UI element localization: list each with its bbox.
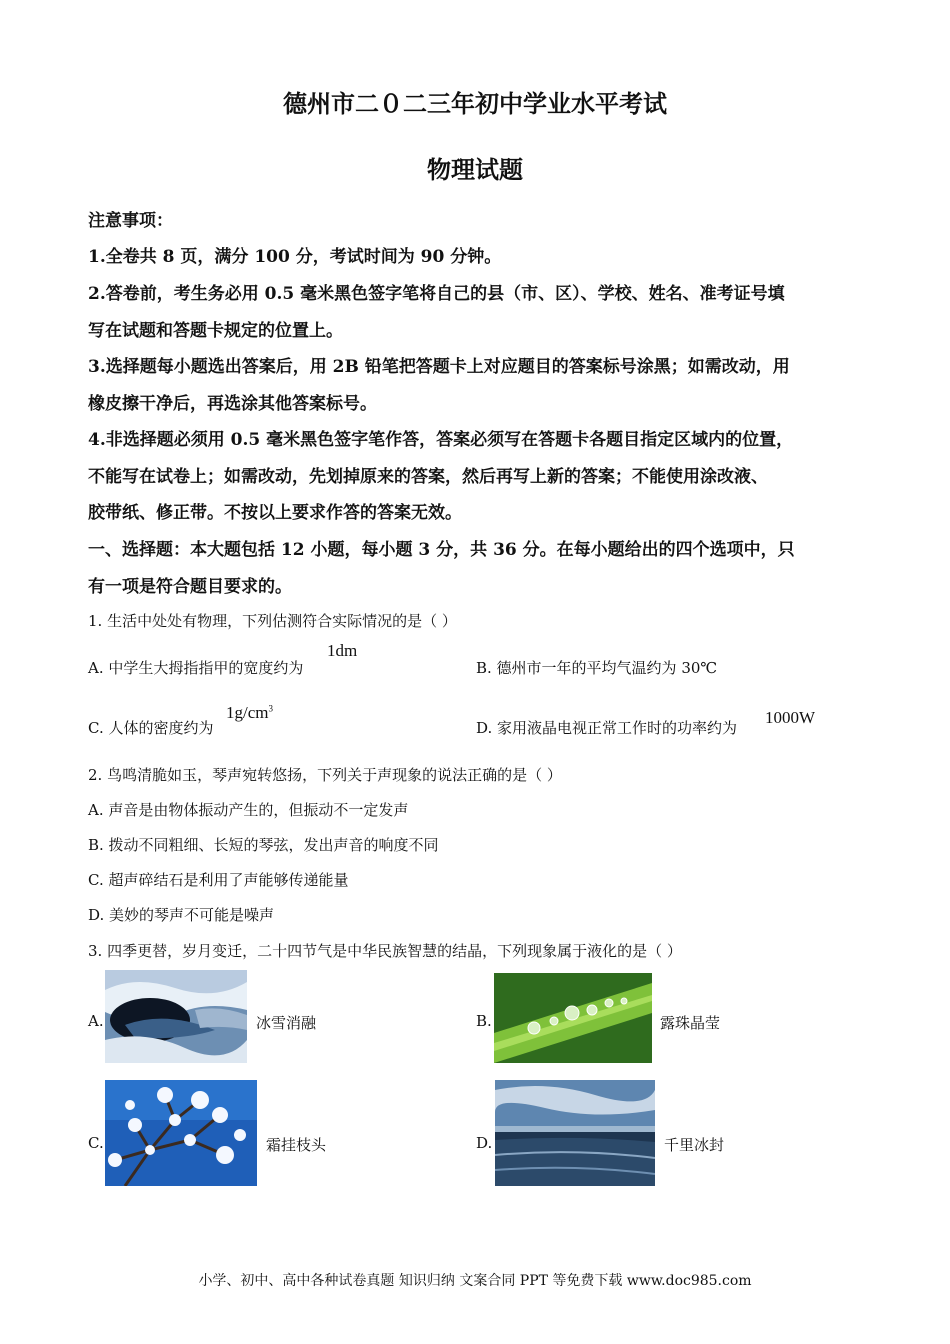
option-c-unit: 1g/cm: [226, 703, 269, 722]
question-2-option-d: D. 美妙的琴声不可能是噪声: [88, 906, 275, 924]
option-c-math: [226, 703, 273, 723]
option-a-label: A.: [88, 1012, 104, 1030]
notice-item-3-line-1: 3.选择题每小题选出答案后，用 2B 铅笔把答题卡上对应题目的答案标号涂黑；如需改动，用: [88, 357, 790, 377]
option-a-caption: 冰雪消融: [256, 1014, 317, 1032]
question-2-option-a: A. 声音是由物体振动产生的，但振动不一定发声: [88, 801, 409, 819]
question-2-stem: 2. 鸟鸣清脆如玉，琴声宛转悠扬，下列关于声现象的说法正确的是（ ）: [88, 766, 562, 784]
question-1-option-d: D. 家用液晶电视正常工作时的功率约为: [476, 719, 738, 737]
question-2-option-b: B. 拨动不同粗细、长短的琴弦，发出声音的响度不同: [88, 836, 439, 854]
question-2-option-c: C. 超声碎结石是利用了声能够传递能量: [88, 871, 349, 889]
section-1-heading-line-1: 一、选择题：本大题包括 12 小题，每小题 3 分，共 36 分。在每小题给出的四个选项中，只: [88, 540, 795, 560]
question-1-option-c: C. 人体的密度约为: [88, 719, 214, 737]
option-c-label: C.: [88, 1134, 104, 1152]
option-d-label: D.: [476, 1134, 493, 1152]
notice-item-4-line-1: 4.非选择题必须用 0.5 毫米黑色签字笔作答，答案必须写在答题卡各题目指定区域内的位置，: [88, 430, 794, 450]
exam-title: 德州市二０二三年初中学业水平考试: [283, 89, 667, 118]
option-a-math: 1dm: [327, 641, 358, 660]
option-a-text: A. 中学生大拇指指甲的宽度约为: [88, 659, 304, 677]
notice-item-1: 1.全卷共 8 页，满分 100 分，考试时间为 90 分钟。: [88, 247, 502, 267]
notice-item-2-line-2: 写在试题和答题卡规定的位置上。: [88, 321, 343, 341]
question-1-stem: 1. 生活中处处有物理，下列估测符合实际情况的是（ ）: [88, 612, 457, 630]
notice-item-3-line-2: 橡皮擦干净后，再选涂其他答案标号。: [88, 394, 377, 414]
ice-stream-photo: [105, 970, 247, 1063]
option-d-caption: 千里冰封: [664, 1136, 725, 1154]
exam-subtitle: 物理试题: [427, 155, 523, 184]
dew-drops-photo: [494, 973, 652, 1063]
option-c-caption: 霜挂枝头: [266, 1136, 327, 1154]
section-1-heading-line-2: 有一项是符合题目要求的。: [88, 577, 292, 597]
page-footer: 小学、初中、高中各种试卷真题 知识归纳 文案合同 PPT 等免费下载 www.doc985.com: [198, 1273, 752, 1289]
option-b-label: B.: [476, 1012, 492, 1030]
question-1-option-a: [88, 657, 303, 678]
frozen-lake-photo: [495, 1080, 655, 1186]
frost-branches-photo: [105, 1080, 257, 1186]
option-c-exponent: 3: [268, 703, 273, 714]
question-3-stem: 3. 四季更替，岁月变迁，二十四节气是中华民族智慧的结晶，下列现象属于液化的是（ ）: [88, 942, 682, 960]
option-b-caption: 露珠晶莹: [660, 1014, 721, 1032]
option-d-math: 1000W: [765, 708, 816, 727]
question-1-option-b: B. 德州市一年的平均气温约为 30℃: [476, 659, 718, 677]
notice-item-4-line-2: 不能写在试卷上；如需改动，先划掉原来的答案，然后再写上新的答案；不能使用涂改液、: [88, 467, 768, 487]
notice-item-4-line-3: 胶带纸、修正带。不按以上要求作答的答案无效。: [88, 503, 462, 523]
notice-heading: 注意事项：: [88, 211, 173, 231]
notice-item-2-line-1: 2.答卷前，考生务必用 0.5 毫米黑色签字笔将自己的县（市、区）、学校、姓名、准考证号填: [88, 284, 785, 304]
